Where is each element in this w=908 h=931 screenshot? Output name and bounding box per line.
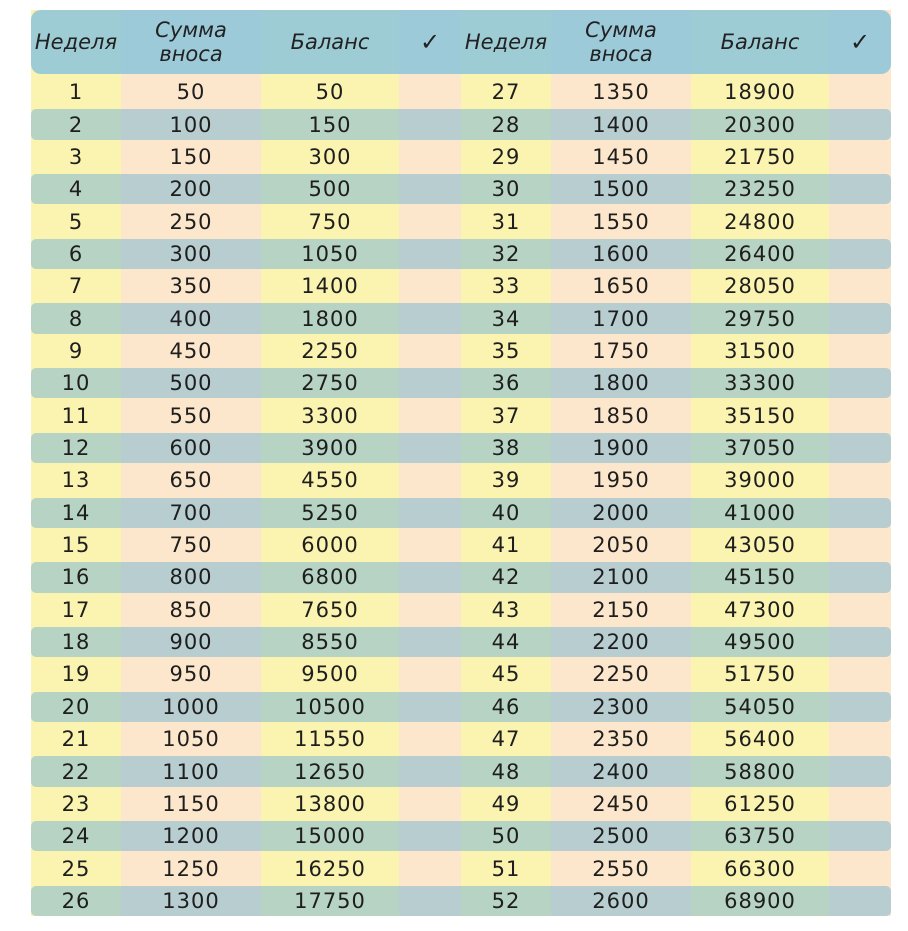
checkbox-cell[interactable] <box>399 205 461 237</box>
week-cell: 41 <box>491 533 521 558</box>
balance-cell: 150 <box>308 112 352 137</box>
checkbox-cell[interactable] <box>399 626 461 658</box>
week-cell: 43 <box>491 597 521 622</box>
balance-cell: 56400 <box>724 727 796 752</box>
checkbox-cell[interactable] <box>829 302 891 334</box>
balance-cell: 10500 <box>294 694 366 719</box>
checkbox-cell[interactable] <box>829 658 891 690</box>
checkmark-icon: ✓ <box>849 28 871 56</box>
checkbox-cell[interactable] <box>399 464 461 496</box>
balance-cell: 13800 <box>294 791 366 816</box>
week-cell: 15 <box>61 533 91 558</box>
balance-cell: 68900 <box>724 888 796 913</box>
sum-cell: 1300 <box>162 888 220 913</box>
week-cell: 30 <box>491 177 521 202</box>
checkbox-cell[interactable] <box>399 755 461 787</box>
checkbox-cell[interactable] <box>829 108 891 140</box>
sum-cell: 2200 <box>592 630 650 655</box>
checkbox-cell[interactable] <box>399 335 461 367</box>
checkbox-cell[interactable] <box>829 885 891 917</box>
savings-table <box>31 10 891 916</box>
sum-cell: 300 <box>169 241 213 266</box>
sum-cell: 2350 <box>592 727 650 752</box>
sum-cell: 2000 <box>592 500 650 525</box>
checkbox-cell[interactable] <box>829 723 891 755</box>
week-cell: 51 <box>491 856 521 881</box>
header-sum-line2: вноса <box>589 42 653 66</box>
checkmark-icon: ✓ <box>419 28 441 56</box>
week-cell: 7 <box>68 274 84 299</box>
week-cell: 17 <box>61 597 91 622</box>
balance-cell: 54050 <box>724 694 796 719</box>
balance-cell: 3900 <box>301 436 359 461</box>
balance-cell: 47300 <box>724 597 796 622</box>
week-cell: 20 <box>61 694 91 719</box>
sum-cell: 650 <box>169 468 213 493</box>
balance-cell: 18900 <box>724 80 796 105</box>
sum-cell: 1050 <box>162 727 220 752</box>
checkbox-cell[interactable] <box>399 852 461 884</box>
balance-cell: 6000 <box>301 533 359 558</box>
checkbox-cell[interactable] <box>829 205 891 237</box>
checkbox-cell[interactable] <box>829 561 891 593</box>
sum-cell: 2400 <box>592 759 650 784</box>
week-cell: 21 <box>61 727 91 752</box>
balance-cell: 39000 <box>724 468 796 493</box>
week-cell: 44 <box>491 630 521 655</box>
balance-cell: 1050 <box>301 241 359 266</box>
week-cell: 40 <box>491 500 521 525</box>
balance-cell: 51750 <box>724 662 796 687</box>
sum-cell: 900 <box>169 630 213 655</box>
sum-cell: 1950 <box>592 468 650 493</box>
week-cell: 33 <box>491 274 521 299</box>
checkbox-cell[interactable] <box>829 852 891 884</box>
week-cell: 16 <box>61 565 91 590</box>
sum-cell: 1350 <box>592 80 650 105</box>
header-sum-line2: вноса <box>159 42 223 66</box>
week-cell: 49 <box>491 791 521 816</box>
checkbox-cell[interactable] <box>829 76 891 108</box>
sum-cell: 1250 <box>162 856 220 881</box>
sum-cell: 2550 <box>592 856 650 881</box>
balance-cell: 24800 <box>724 209 796 234</box>
checkbox-cell[interactable] <box>399 270 461 302</box>
week-cell: 39 <box>491 468 521 493</box>
week-cell: 36 <box>491 371 521 396</box>
week-cell: 38 <box>491 436 521 461</box>
week-cell: 37 <box>491 403 521 428</box>
balance-cell: 750 <box>308 209 352 234</box>
balance-cell: 43050 <box>724 533 796 558</box>
sum-cell: 700 <box>169 500 213 525</box>
header-balance: Баланс <box>290 30 370 54</box>
week-cell: 42 <box>491 565 521 590</box>
balance-cell: 4550 <box>301 468 359 493</box>
balance-cell: 8550 <box>301 630 359 655</box>
balance-cell: 3300 <box>301 403 359 428</box>
balance-cell: 41000 <box>724 500 796 525</box>
week-cell: 14 <box>61 500 91 525</box>
header-sum-line1: Сумма <box>585 18 657 42</box>
week-cell: 6 <box>68 241 84 266</box>
week-cell: 34 <box>491 306 521 331</box>
sum-cell: 1900 <box>592 436 650 461</box>
week-cell: 48 <box>491 759 521 784</box>
sum-cell: 1700 <box>592 306 650 331</box>
sum-cell: 1800 <box>592 371 650 396</box>
balance-cell: 5250 <box>301 500 359 525</box>
sum-cell: 1400 <box>592 112 650 137</box>
balance-cell: 1400 <box>301 274 359 299</box>
checkbox-cell[interactable] <box>399 658 461 690</box>
balance-cell: 31500 <box>724 338 796 363</box>
sum-cell: 550 <box>169 403 213 428</box>
balance-cell: 29750 <box>724 306 796 331</box>
checkbox-cell[interactable] <box>399 691 461 723</box>
sum-cell: 500 <box>169 371 213 396</box>
balance-cell: 300 <box>308 144 352 169</box>
week-cell: 28 <box>491 112 521 137</box>
header-sum <box>121 10 261 74</box>
checkbox-cell[interactable] <box>829 141 891 173</box>
week-cell: 46 <box>491 694 521 719</box>
sum-cell: 2600 <box>592 888 650 913</box>
balance-cell: 9500 <box>301 662 359 687</box>
sum-cell: 400 <box>169 306 213 331</box>
sum-cell: 850 <box>169 597 213 622</box>
balance-cell: 49500 <box>724 630 796 655</box>
week-cell: 32 <box>491 241 521 266</box>
sum-cell: 1450 <box>592 144 650 169</box>
sum-cell: 1750 <box>592 338 650 363</box>
balance-cell: 45150 <box>724 565 796 590</box>
sum-cell: 2050 <box>592 533 650 558</box>
checkbox-cell[interactable] <box>399 76 461 108</box>
sum-cell: 800 <box>169 565 213 590</box>
balance-cell: 23250 <box>724 177 796 202</box>
header-balance: Баланс <box>720 30 800 54</box>
checkbox-cell[interactable] <box>399 432 461 464</box>
balance-cell: 37050 <box>724 436 796 461</box>
sum-cell: 950 <box>169 662 213 687</box>
sum-cell: 150 <box>169 144 213 169</box>
week-cell: 24 <box>61 824 91 849</box>
checkbox-cell[interactable] <box>399 885 461 917</box>
sum-cell: 100 <box>169 112 213 137</box>
week-cell: 25 <box>61 856 91 881</box>
checkbox-cell[interactable] <box>399 367 461 399</box>
header-week: Неделя <box>34 30 118 54</box>
sum-cell: 1200 <box>162 824 220 849</box>
balance-cell: 7650 <box>301 597 359 622</box>
checkbox-cell[interactable] <box>829 173 891 205</box>
sum-cell: 1000 <box>162 694 220 719</box>
week-cell: 8 <box>68 306 84 331</box>
header-check <box>399 10 461 74</box>
checkbox-cell[interactable] <box>829 270 891 302</box>
sum-cell: 50 <box>176 80 206 105</box>
checkbox-cell[interactable] <box>399 820 461 852</box>
sum-cell: 2100 <box>592 565 650 590</box>
checkbox-cell[interactable] <box>829 464 891 496</box>
sum-cell: 450 <box>169 338 213 363</box>
checkbox-cell[interactable] <box>399 594 461 626</box>
sum-cell: 2450 <box>592 791 650 816</box>
checkbox-cell[interactable] <box>829 335 891 367</box>
checkbox-cell[interactable] <box>399 108 461 140</box>
checkbox-cell[interactable] <box>829 432 891 464</box>
balance-cell: 16250 <box>294 856 366 881</box>
sum-cell: 350 <box>169 274 213 299</box>
checkbox-cell[interactable] <box>399 529 461 561</box>
checkbox-cell[interactable] <box>829 367 891 399</box>
balance-cell: 50 <box>315 80 345 105</box>
week-cell: 18 <box>61 630 91 655</box>
week-cell: 19 <box>61 662 91 687</box>
sum-cell: 250 <box>169 209 213 234</box>
balance-cell: 20300 <box>724 112 796 137</box>
balance-cell: 11550 <box>294 727 366 752</box>
balance-cell: 63750 <box>724 824 796 849</box>
balance-cell: 500 <box>308 177 352 202</box>
week-cell: 22 <box>61 759 91 784</box>
week-cell: 35 <box>491 338 521 363</box>
week-cell: 29 <box>491 144 521 169</box>
sum-cell: 2500 <box>592 824 650 849</box>
checkbox-cell[interactable] <box>399 788 461 820</box>
balance-cell: 21750 <box>724 144 796 169</box>
checkbox-cell[interactable] <box>829 691 891 723</box>
week-cell: 31 <box>491 209 521 234</box>
sum-cell: 750 <box>169 533 213 558</box>
checkbox-cell[interactable] <box>399 238 461 270</box>
balance-cell: 33300 <box>724 371 796 396</box>
week-cell: 26 <box>61 888 91 913</box>
week-cell: 27 <box>491 80 521 105</box>
balance-cell: 35150 <box>724 403 796 428</box>
checkbox-cell[interactable] <box>829 755 891 787</box>
sum-cell: 200 <box>169 177 213 202</box>
header-week: Неделя <box>464 30 548 54</box>
checkbox-cell[interactable] <box>829 626 891 658</box>
sum-cell: 2250 <box>592 662 650 687</box>
sum-cell: 1550 <box>592 209 650 234</box>
balance-cell: 2250 <box>301 338 359 363</box>
checkbox-cell[interactable] <box>829 400 891 432</box>
balance-cell: 58800 <box>724 759 796 784</box>
checkbox-cell[interactable] <box>399 173 461 205</box>
checkbox-cell[interactable] <box>399 561 461 593</box>
balance-cell: 2750 <box>301 371 359 396</box>
week-cell: 13 <box>61 468 91 493</box>
checkbox-cell[interactable] <box>829 497 891 529</box>
header-check <box>829 10 891 74</box>
checkbox-cell[interactable] <box>829 529 891 561</box>
balance-cell: 12650 <box>294 759 366 784</box>
week-cell: 10 <box>61 371 91 396</box>
balance-cell: 15000 <box>294 824 366 849</box>
sum-cell: 2150 <box>592 597 650 622</box>
balance-cell: 66300 <box>724 856 796 881</box>
checkbox-cell[interactable] <box>829 788 891 820</box>
week-cell: 4 <box>68 177 84 202</box>
checkbox-cell[interactable] <box>829 820 891 852</box>
sum-cell: 1650 <box>592 274 650 299</box>
balance-cell: 17750 <box>294 888 366 913</box>
week-cell: 3 <box>68 144 84 169</box>
balance-cell: 26400 <box>724 241 796 266</box>
week-cell: 11 <box>61 403 91 428</box>
sum-cell: 1100 <box>162 759 220 784</box>
sum-cell: 600 <box>169 436 213 461</box>
sum-cell: 1150 <box>162 791 220 816</box>
balance-cell: 61250 <box>724 791 796 816</box>
balance-cell: 6800 <box>301 565 359 590</box>
week-cell: 12 <box>61 436 91 461</box>
balance-cell: 1800 <box>301 306 359 331</box>
sum-cell: 1600 <box>592 241 650 266</box>
header-sum-line1: Сумма <box>155 18 227 42</box>
checkbox-cell[interactable] <box>399 302 461 334</box>
week-cell: 23 <box>61 791 91 816</box>
week-cell: 5 <box>68 209 84 234</box>
checkbox-cell[interactable] <box>399 497 461 529</box>
checkbox-cell[interactable] <box>829 238 891 270</box>
week-cell: 9 <box>68 338 84 363</box>
week-cell: 1 <box>68 80 84 105</box>
checkbox-cell[interactable] <box>829 594 891 626</box>
checkbox-cell[interactable] <box>399 400 461 432</box>
balance-cell: 28050 <box>724 274 796 299</box>
sum-cell: 1850 <box>592 403 650 428</box>
week-cell: 52 <box>491 888 521 913</box>
checkbox-cell[interactable] <box>399 141 461 173</box>
week-cell: 2 <box>68 112 84 137</box>
week-cell: 50 <box>491 824 521 849</box>
header-sum <box>551 10 691 74</box>
checkbox-cell[interactable] <box>399 723 461 755</box>
week-cell: 47 <box>491 727 521 752</box>
week-cell: 45 <box>491 662 521 687</box>
sum-cell: 1500 <box>592 177 650 202</box>
sum-cell: 2300 <box>592 694 650 719</box>
